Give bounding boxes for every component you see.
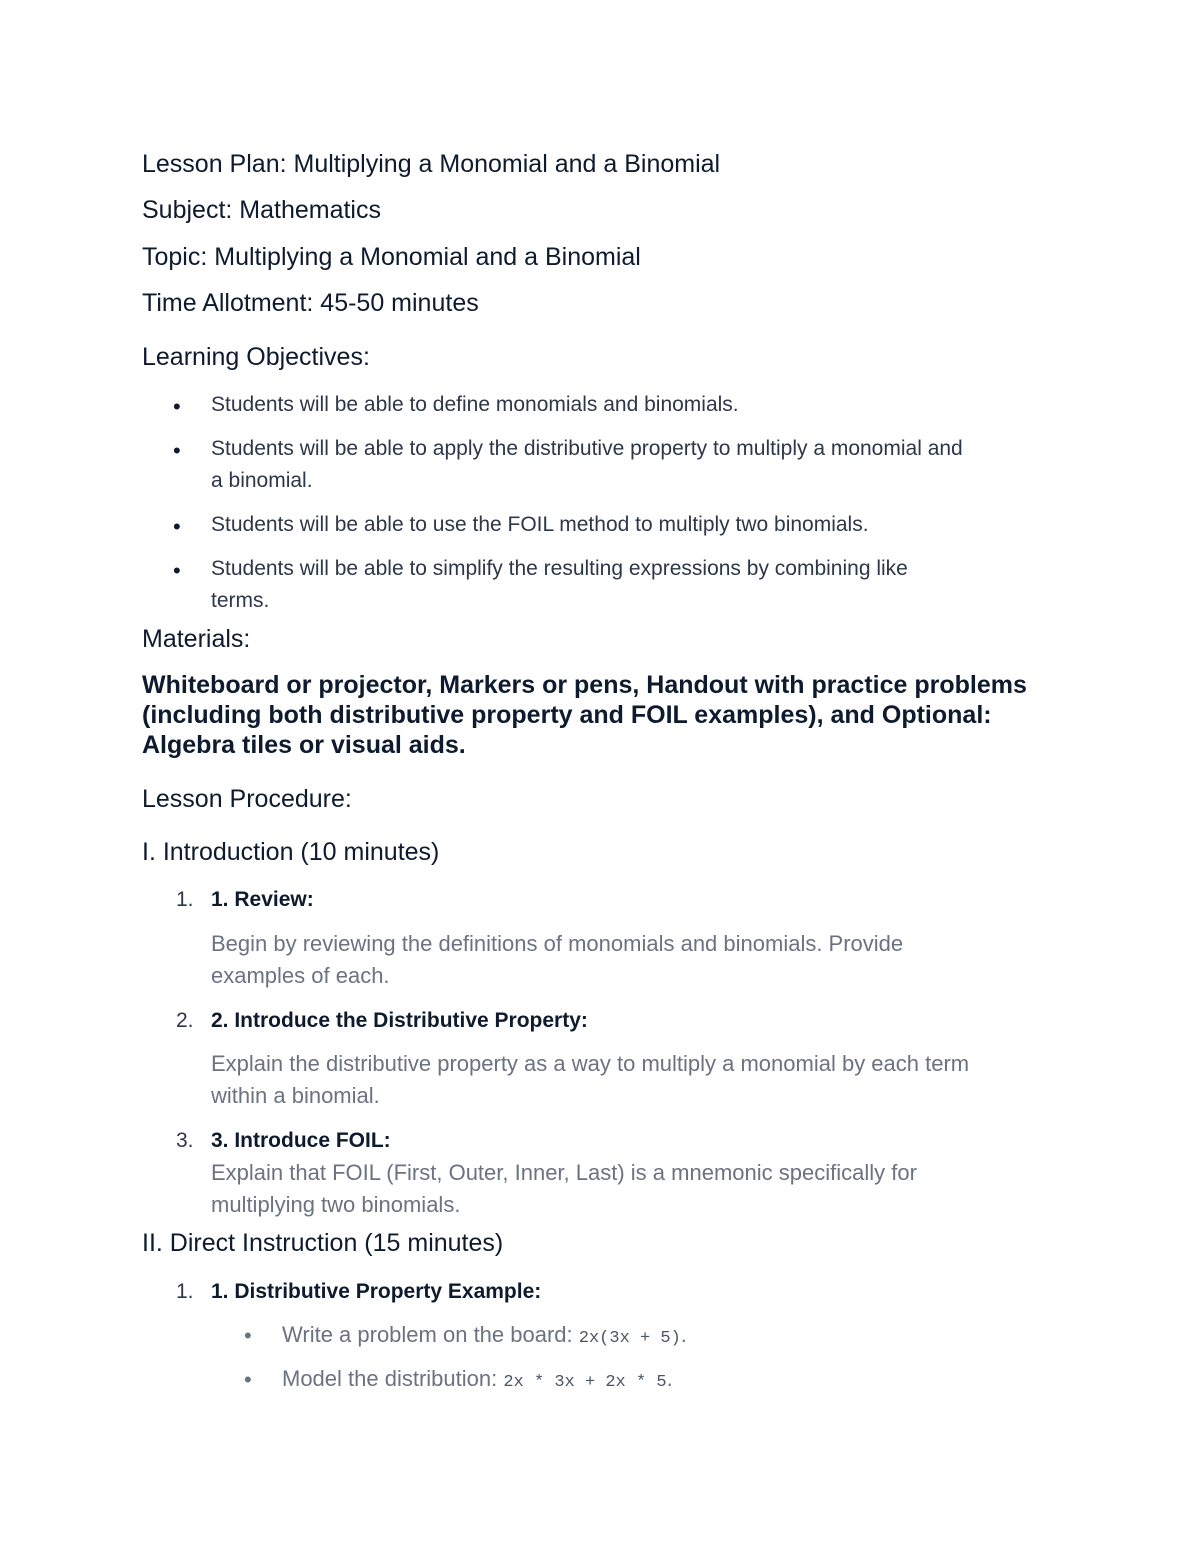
objective-item: Students will be able to apply the distributive property to multiply a monomial and [211,437,963,460]
objective-item: Students will be able to define monomials and binomials. [211,393,739,416]
lesson-title: Lesson Plan: Multiplying a Monomial and a Binomial [142,150,721,178]
list-number: 2. [176,1009,194,1032]
bullet-dot: • [244,1323,252,1348]
direct-instruction-heading: II. Direct Instruction (15 minutes) [142,1229,504,1257]
materials-text: (including both distributive property and FOIL examples), and Optional: [142,701,992,729]
step-description: multiplying two binomials. [211,1192,461,1217]
step-label: 1. Review: [211,888,314,911]
example-bullet [282,1366,673,1392]
subject-line: Subject: Mathematics [142,196,381,224]
objectives-heading: Learning Objectives: [142,343,370,371]
step-description: within a binomial. [211,1083,380,1108]
bullet-dot: • [244,1367,252,1392]
list-number: 1. [176,888,194,911]
step-label: 3. Introduce FOIL: [211,1129,391,1152]
objective-item-continued: terms. [211,589,270,612]
example-text: Model the distribution: [282,1366,504,1391]
topic-line: Topic: Multiplying a Monomial and a Binomial [142,243,641,271]
objective-item-continued: a binomial. [211,469,313,492]
materials-text: Algebra tiles or visual aids. [142,731,466,759]
step-description: examples of each. [211,963,390,988]
example-bullet [282,1322,687,1348]
step-description: Begin by reviewing the definitions of monomials and binomials. Provide [211,931,904,956]
procedure-heading: Lesson Procedure: [142,785,352,813]
bullet-dot: • [173,438,181,463]
list-number: 1. [176,1280,194,1303]
bullet-dot: • [173,394,181,419]
bullet-dot: • [173,558,181,583]
step-description: Explain the distributive property as a way to multiply a monomial by each term [211,1051,970,1076]
example-end: . [666,1366,673,1391]
step-label: 2. Introduce the Distributive Property: [211,1009,588,1032]
example-end: . [680,1322,687,1347]
list-number: 3. [176,1129,194,1152]
introduction-heading: I. Introduction (10 minutes) [142,838,440,866]
step-description: Explain that FOIL (First, Outer, Inner, Last) is a mnemonic specifically for [211,1160,917,1185]
objective-item: Students will be able to use the FOIL method to multiply two binomials. [211,513,869,536]
time-allotment-line: Time Allotment: 45-50 minutes [142,289,479,317]
math-expression: 2x * 3x + 2x * 5 [503,1373,667,1392]
objective-item: Students will be able to simplify the resulting expressions by combining like [211,557,908,580]
materials-text: Whiteboard or projector, Markers or pens, Handout with practice problems [142,671,1027,699]
materials-heading: Materials: [142,625,251,653]
bullet-dot: • [173,514,181,539]
math-expression: 2x(3x + 5) [578,1329,681,1348]
step-label: 1. Distributive Property Example: [211,1280,542,1303]
example-text: Write a problem on the board: [282,1322,579,1347]
